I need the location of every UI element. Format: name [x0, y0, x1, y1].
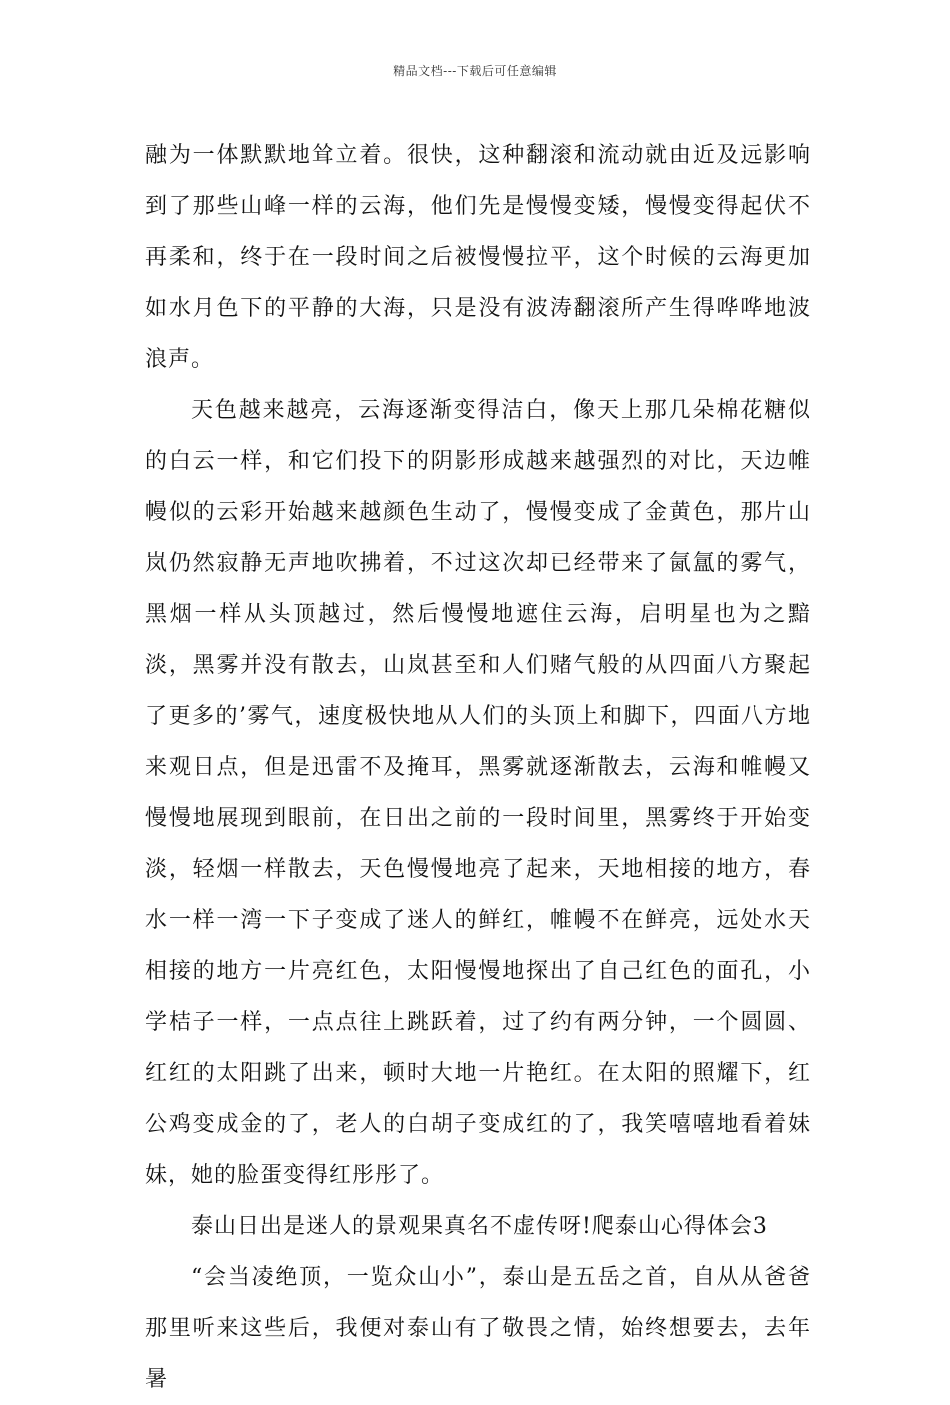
- paragraph-3: 泰山日出是迷人的景观果真名不虚传呀!爬泰山心得体会3: [191, 1214, 768, 1239]
- paragraph-1: 融为一体默默地耸立着。很快，这种翻滚和流动就由近及远影响到了那些山峰一样的云海，他们先是慢慢变矮，慢慢变得起伏不再柔和，终于在一段时间之后被慢慢拉平，这个时候的云海更加如水月色下的平静的大海，只是没有波涛翻滚所产生得哗哗地波浪声。: [145, 143, 811, 372]
- paragraph-4: “会当凌绝顶，一览众山小”，泰山是五岳之首，自从从爸爸那里听来这些后，我便对泰山有了敬畏之情，始终想要去，去年暑: [145, 1265, 811, 1392]
- page-header: 精品文档---下载后可任意编辑: [393, 64, 557, 78]
- paragraph-2: 天色越来越亮，云海逐渐变得洁白，像天上那几朵棉花糖似的白云一样，和它们投下的阴影形成越来越强烈的对比，天边帷幔似的云彩开始越来越颜色生动了，慢慢变成了金黄色，那片山岚仍然寂静无声地吹拂着，不过这次却已经带来了氤氲的雾气，黑烟一样从头顶越过，然后慢慢地遮住云海，启明星也为之黯淡，黑雾并没有散去，山岚甚至和人们赌气般的从四面八方聚起了更多的’雾气，速度极快地从人们的头顶上和脚下，四面八方地来观日点，但是迅雷不及掩耳，黑雾就逐渐散去，云海和帷幔又慢慢地展现到眼前，在日出之前的一段时间里，黑雾终于开始变淡，轻烟一样散去，天色慢慢地亮了起来，天地相接的地方，春水一样一湾一下子变成了迷人的鲜红，帷幔不在鲜亮，远处水天相接的地方一片亮红色，太阳慢慢地探出了自己红色的面孔，小学桔子一样，一点点往上跳跃着，过了约有两分钟，一个圆圆、红红的太阳跳了出来，顿时大地一片艳红。在太阳的照耀下，红公鸡变成金的了，老人的白胡子变成红的了，我笑嘻嘻地看着妹妹，她的脸蛋变得红彤彤了。: [145, 398, 811, 1188]
- document-body: [145, 130, 811, 1405]
